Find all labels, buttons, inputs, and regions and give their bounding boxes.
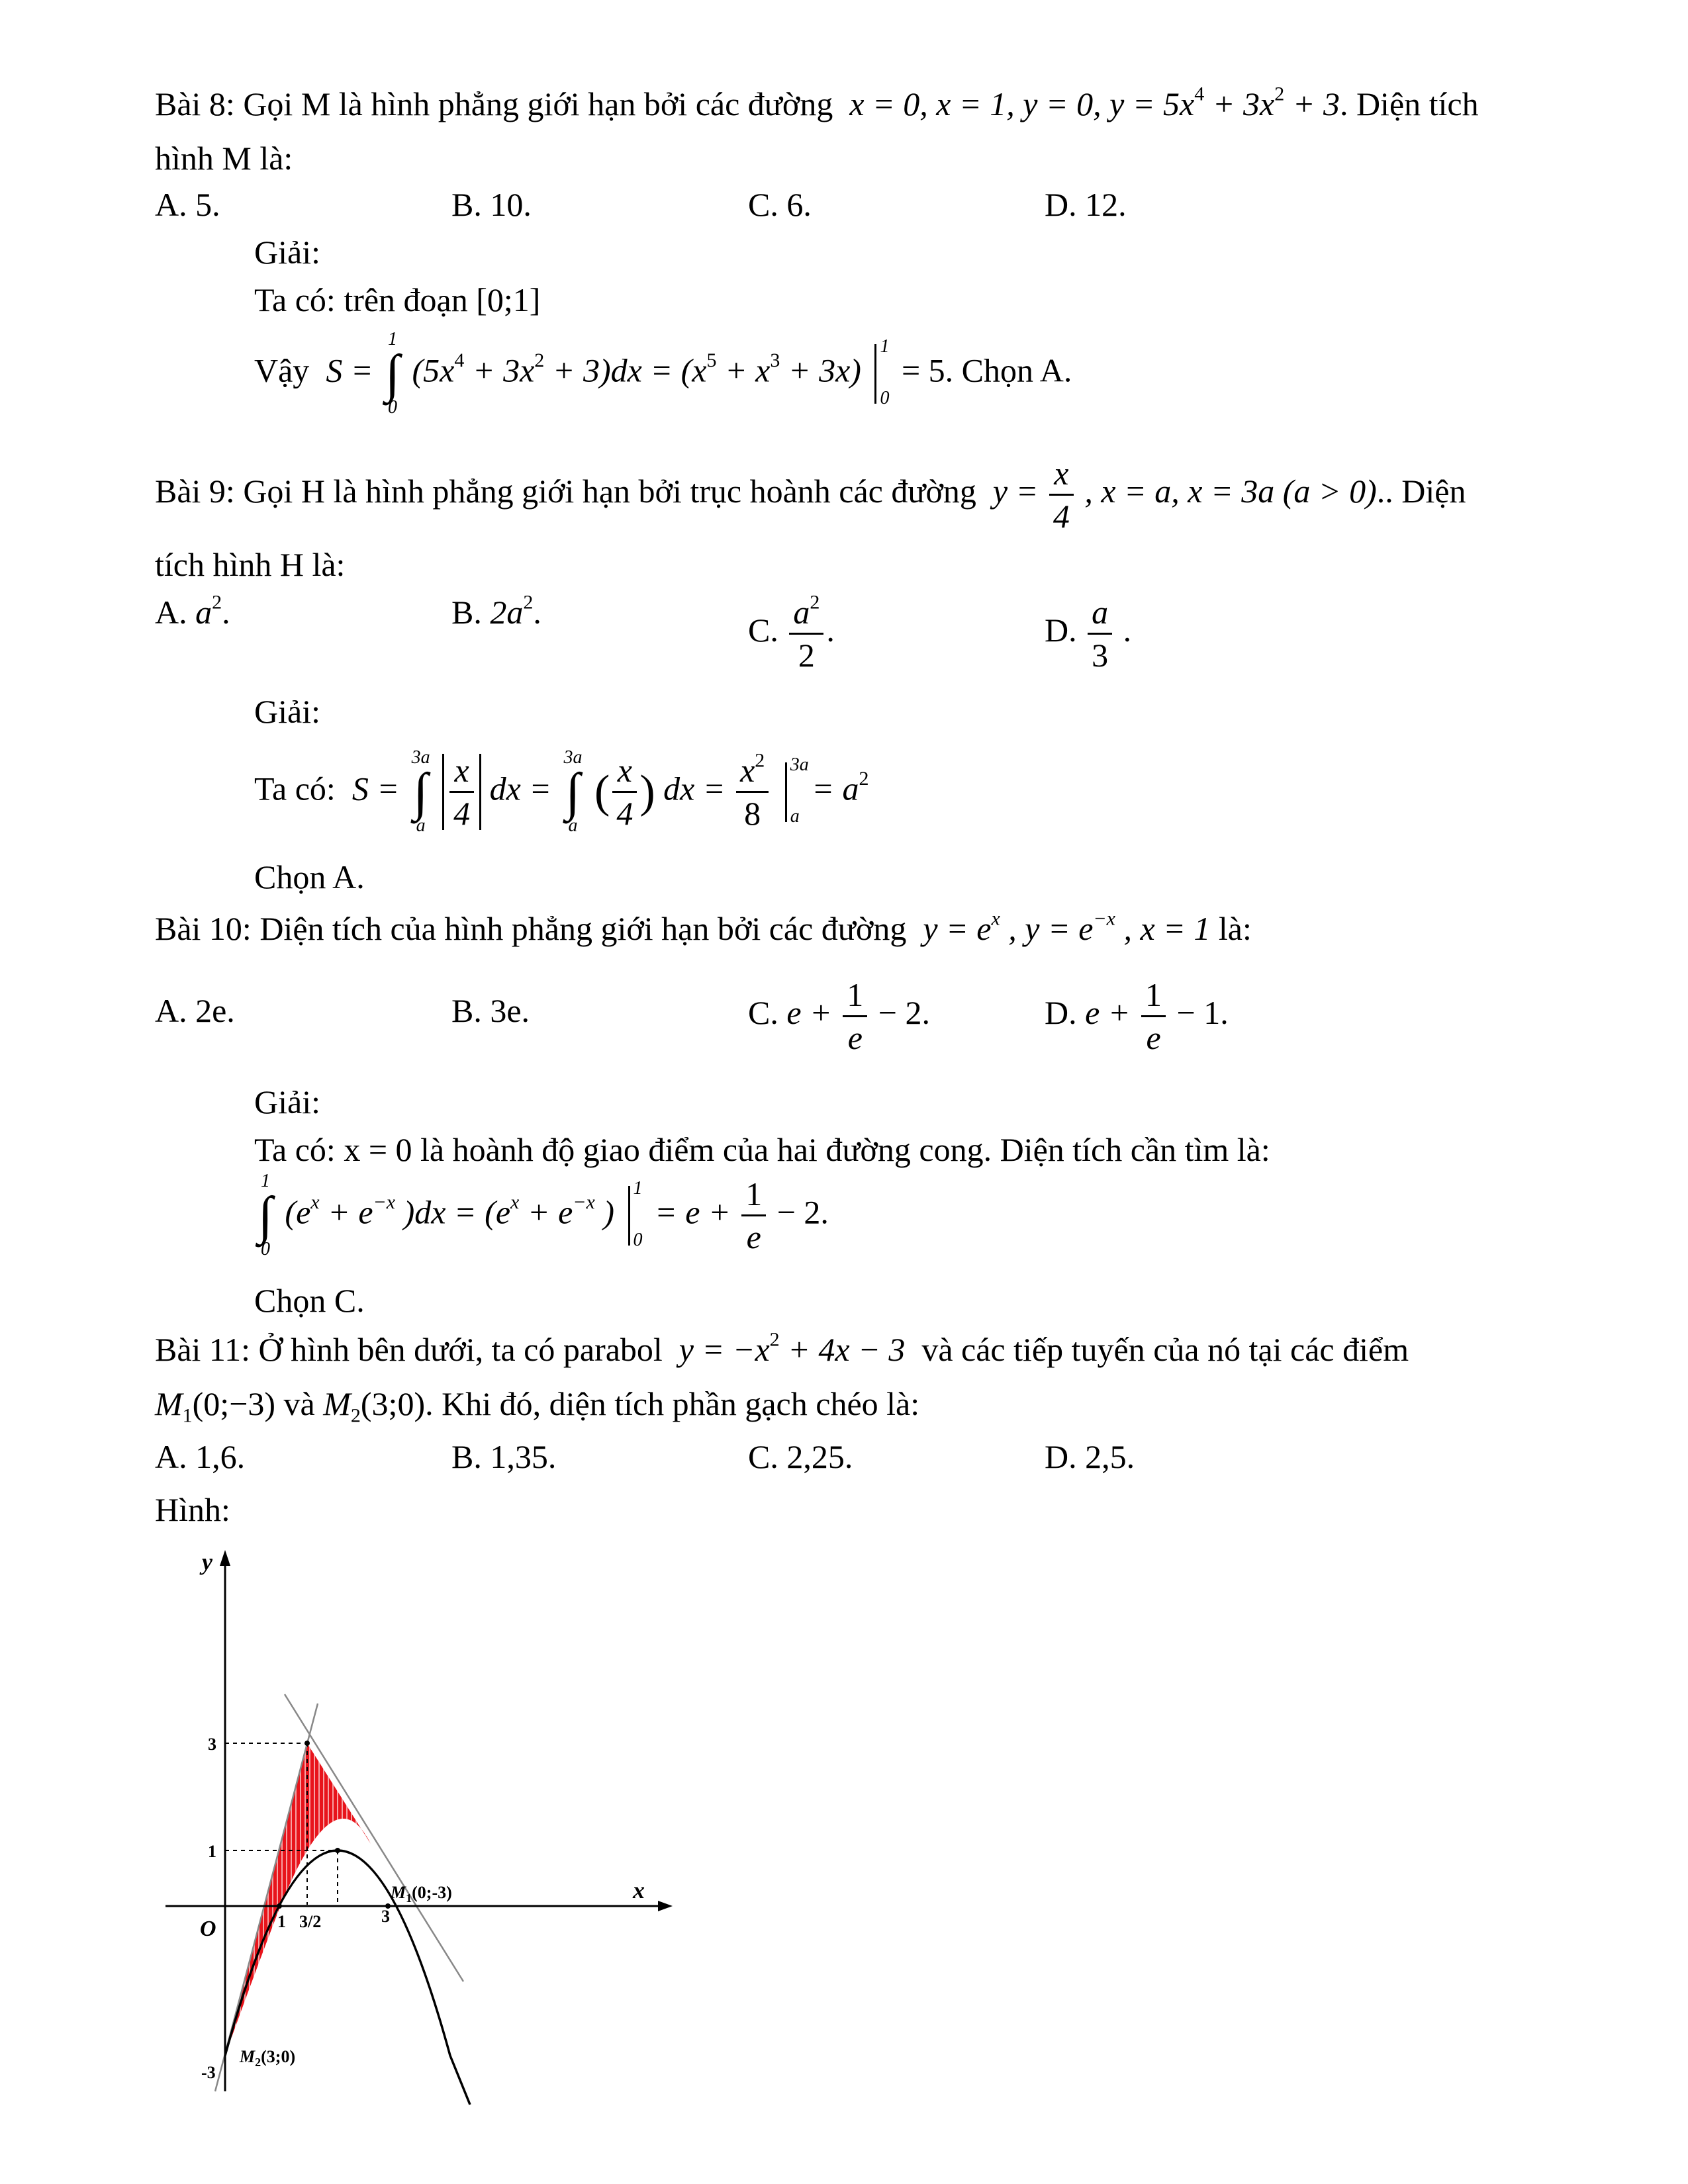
origin-label: O (200, 1917, 216, 1941)
y-axis-arrow (220, 1550, 230, 1566)
b11-option-b: B. 1,35. (451, 1438, 557, 1475)
b8-option-b: B. 10. (451, 186, 532, 223)
b11-option-d: D. 2,5. (1045, 1438, 1135, 1475)
integral-sign: 1 ∫ 0 (385, 329, 400, 418)
b9-answer: Chọn A. (254, 858, 365, 895)
b8-solution-heading: Giải: (254, 234, 320, 271)
b8-option-d: D. 12. (1045, 186, 1127, 223)
b8-solution-formula: Vậy S = 1 ∫ 0 $(5x^4 + 3x^2 + 3)dx = (x^5 + x^3 + 3x)$ 1 0 = 5. Chọn A. (254, 329, 1072, 418)
b9-option-c: C. $\frac{a^2}{2}$ . (748, 591, 835, 674)
parabola-figure (152, 1542, 695, 2111)
b9-question-line1: Bài 9: Gọi H là hình phẳng giới hạn bởi trục hoành các đường y = $\frac{x}{4}$ , x = a, x = 3a (a > 0).. Diện (155, 455, 1466, 535)
y-tick-3: 3 (208, 1735, 216, 1754)
b10-solution-text: Ta có: x = 0 là hoành độ giao điểm của hai đường cong. Diện tích cần tìm là: (254, 1131, 1270, 1168)
b11-question-line2: $M_1(0;-3)$ và $M_2(3;0)$. Khi đó, diện tích phần gạch chéo là: (155, 1385, 920, 1427)
b9-option-b: B. $2a^2$. (451, 591, 541, 631)
x-tick-3-2: 3/2 (299, 1912, 322, 1931)
y-axis-label: y (202, 1549, 212, 1575)
b8-option-c: C. 6. (748, 186, 812, 223)
x-tick-1: 1 (277, 1912, 286, 1931)
b10-solution-heading: Giải: (254, 1083, 320, 1120)
b8-solution-text: Ta có: trên đoạn [0;1] (254, 281, 541, 318)
x-tick-3: 3 (381, 1907, 390, 1926)
b10-option-a: A. 2e. (155, 992, 235, 1029)
b8-question-line2: hình M là: (155, 140, 293, 177)
b8-question-line1: Bài 8: Gọi M là hình phẳng giới hạn bởi các đường x = 0, x = 1, y = 0, $y = 5x^4 + 3x^2 + 3$. Diện tích (155, 83, 1479, 122)
b9-option-a: A. $a^2$. (155, 591, 230, 631)
x-axis-arrow (658, 1901, 673, 1911)
b9-solution-heading: Giải: (254, 693, 320, 730)
b8-conditions: x = 0, x = 1, y = 0, y = 5x (849, 85, 1195, 122)
evaluation-bar: 1 0 (869, 344, 876, 404)
b9-question-line2: tích hình H là: (155, 546, 346, 583)
b11-option-c: C. 2,25. (748, 1438, 853, 1475)
b10-option-d: D. e + $\frac{1}{e}$ − 1. (1045, 976, 1229, 1056)
b11-option-a: A. 1,6. (155, 1438, 246, 1475)
y-tick-neg3: -3 (201, 2063, 216, 2082)
b9-solution-formula: Ta có: S = 3a ∫ a $\frac{x}{4}$ dx = 3a ∫ a ( $\frac{x}{4}$ ) dx = $\frac{x^2}{8}$ 3a a = $a^2$ (254, 747, 869, 836)
b10-answer: Chọn C. (254, 1282, 365, 1319)
x-axis-label: x (633, 1877, 645, 1903)
y-tick-1: 1 (208, 1842, 216, 1861)
point-m2-label: $M_2(3;0)$ (240, 2047, 296, 2069)
b9-option-d: D. $\frac{a}{3}$ . (1045, 594, 1132, 674)
b10-question: Bài 10: Diện tích của hình phẳng giới hạn bởi các đường $y = e^x$ , $y = e^{-x}$ , x = 1 là: (155, 907, 1252, 947)
b10-solution-formula: 1 ∫ 0 ($e^x + e^{-x}$ )$dx = (e^x + e^{-x}$ ) 1 0 = e + $\frac{1}{e}$ − 2. (258, 1171, 829, 1259)
b11-figure-caption: Hình: (155, 1491, 230, 1528)
b10-option-b: B. 3e. (451, 992, 530, 1029)
point-m1-label: $M_1(0;-3)$ (391, 1883, 452, 1905)
shaded-region (225, 1743, 371, 2056)
b11-question-line1: Bài 11: Ở hình bên dưới, ta có parabol $y = -x^2 + 4x - 3$ và các tiếp tuyến của nó tại các điểm (155, 1328, 1409, 1368)
b8-option-a: A. 5. (155, 186, 220, 223)
b10-option-c: C. e + $\frac{1}{e}$ − 2. (748, 976, 930, 1056)
